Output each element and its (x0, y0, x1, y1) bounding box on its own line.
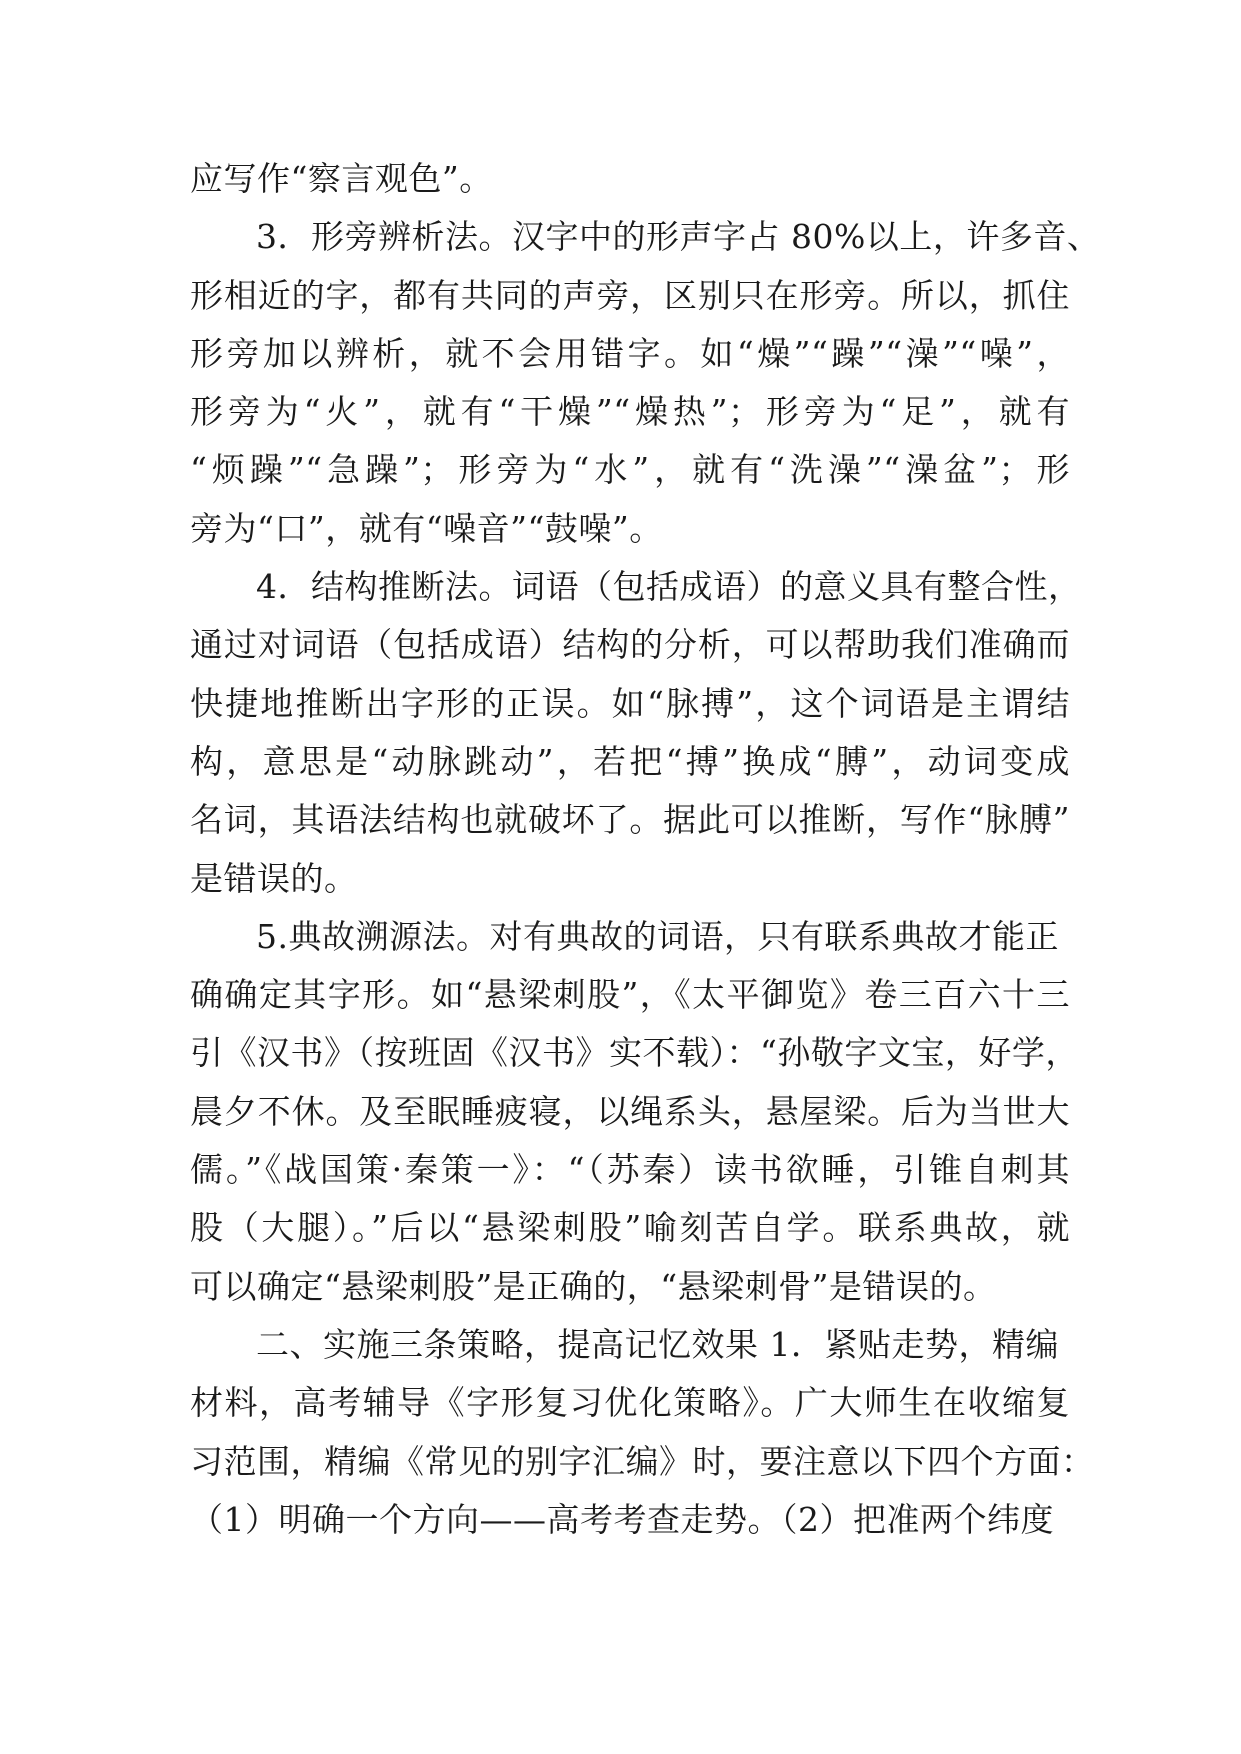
text-line: 二、实施三条策略，提高记忆效果 1．紧贴走势，精编 (256, 1324, 1059, 1364)
text-line: 5.典故溯源法。对有典故的词语，只有联系典故才能正 (256, 916, 1059, 956)
text-line: 是错误的。 (190, 858, 358, 898)
text-line: 确确定其字形。如“悬梁刺股”，《太平御览》卷三百六十三 (190, 975, 1070, 1015)
text-line: 形旁加以辨析，就不会用错字。如“燥”“躁”“澡”“噪”， (190, 333, 1070, 373)
text-line: 名词，其语法结构也就破坏了。据此可以推断，写作“脉膊” (190, 800, 1070, 840)
text-line: 旁为“口”，就有“噪音”“鼓噪”。 (190, 508, 663, 548)
text-line: 习范围，精编《常见的别字汇编》时，要注意以下四个方面： (190, 1441, 1095, 1481)
text-line: 构，意思是“动脉跳动”，若把“搏”换成“膊”，动词变成 (190, 741, 1070, 781)
text-line: 股（大腿）。”后以“悬梁刺股”喻刻苦自学。联系典故，就 (190, 1208, 1070, 1248)
text-line: 材料，高考辅导《字形复习优化策略》。广大师生在收缩复 (190, 1383, 1070, 1423)
text-line: 快捷地推断出字形的正误。如“脉搏”，这个词语是主谓结 (190, 683, 1070, 723)
text-line: 形相近的字，都有共同的声旁，区别只在形旁。所以，抓住 (190, 275, 1070, 315)
text-line: 引《汉书》（按班固《汉书》实不载）：“孙敬字文宝，好学， (190, 1033, 1079, 1073)
text-line: 可以确定“悬梁刺股”是正确的，“悬梁刺骨”是错误的。 (190, 1266, 997, 1306)
text-line: 4．结构推断法。词语（包括成语）的意义具有整合性， (256, 567, 1082, 607)
text-line: 应写作“察言观色”。 (190, 159, 493, 198)
text-line: 形旁为“火”，就有“干燥”“燥热”；形旁为“足”，就有 (190, 392, 1070, 432)
text-line: 3．形旁辨析法。汉字中的形声字占 80%以上，许多音、 (256, 217, 1101, 257)
text-line: “烦躁”“急躁”；形旁为“水”，就有“洗澡”“澡盆”；形 (190, 450, 1070, 490)
document-body (190, 150, 1101, 1549)
text-line: 儒。”《战国策·秦策一》：“（苏秦）读书欲睡，引锥自刺其 (190, 1150, 1070, 1190)
text-line: 通过对词语（包括成语）结构的分析，可以帮助我们准确而 (190, 625, 1070, 665)
text-line: （1）明确一个方向——高考考查走势。（2）把准两个纬度 (190, 1499, 1054, 1539)
text-line: 晨夕不休。及至眠睡疲寝，以绳系头，悬屋梁。后为当世大 (190, 1091, 1070, 1131)
